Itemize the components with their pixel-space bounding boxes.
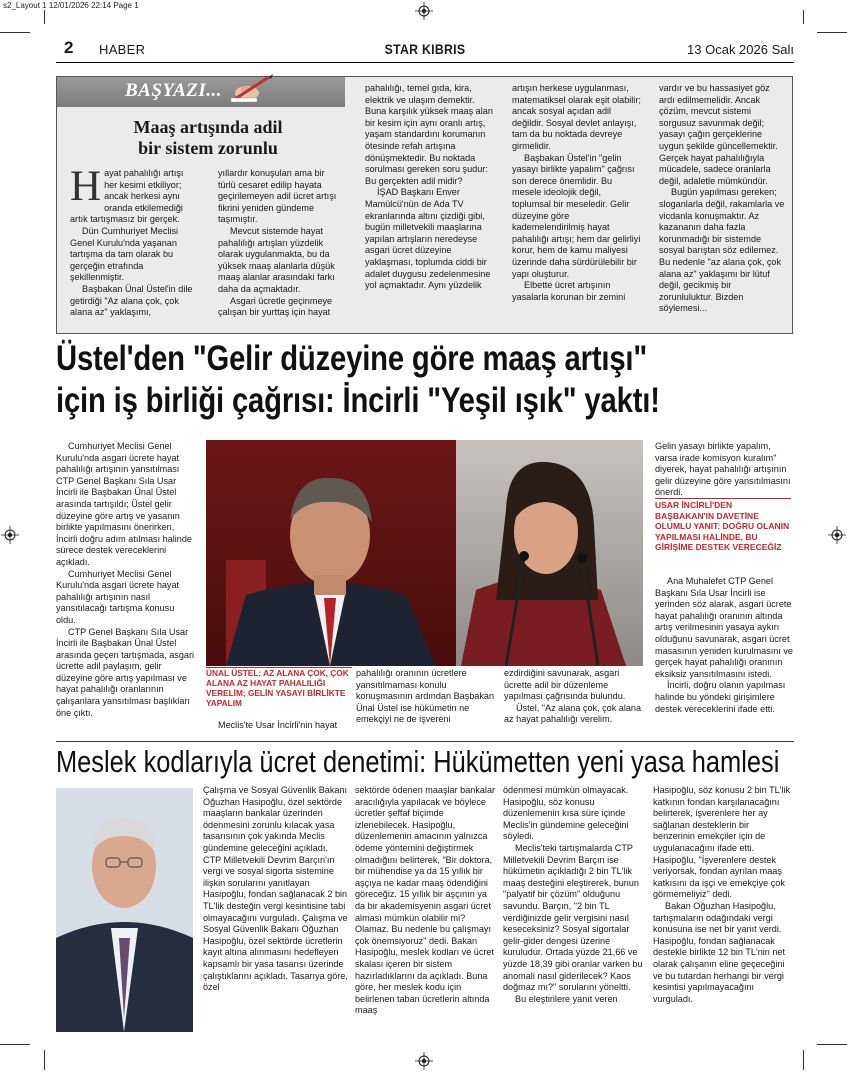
editorial-column-5 bbox=[659, 83, 787, 315]
paragraph: ayat pahalılığı artışı her kesimi etkiliyor; ancak herkesi aynı oranda etkilemediği artık tartışmasız bir gerçek. bbox=[70, 168, 184, 225]
paragraph: Başbakan Ünal Üstel'in dile getirdiği "Az alana çok, çok alana az" yaklaşımı, bbox=[70, 283, 193, 318]
paragraph: Asgari ücretle geçinmeye çalışan bir yurttaş için hayat bbox=[218, 295, 333, 318]
paragraph: Hasipoğlu, söz konusu 2 bin TL'lik katkının fondan karşılanacağını belirterek, işverenlere her ay sağlanan desteklerin bir benzerinin emekçiler için de uygulanacağını ifade etti. Hasipoğlu, "İşverenlere destek veriyorsak, fondan ayrılan maaş katkısını da işçi ve emekçiye çok görmemeliyiz" dedi. bbox=[653, 785, 791, 900]
paragraph: yıllardır konuşulan ama bir türlü cesaret edilip hayata geçirilemeyen adil ücret artışı fikrini yeniden gündeme taşımıştır. bbox=[218, 168, 337, 225]
registration-mark-bottom-icon bbox=[415, 1052, 433, 1070]
main-story-column-3 bbox=[356, 668, 498, 726]
story-subhead: USAR İNCİRLİ'DEN BAŞBAKAN'IN DAVETİNE OLUMLU YANIT: DOĞRU OLANIN YAPILMASI HALİNDE, BU GİRİŞİME DESTEK VERECEĞİZ bbox=[655, 500, 790, 552]
main-story-column-5-bottom bbox=[655, 576, 793, 715]
registration-mark-left-icon bbox=[1, 526, 19, 544]
crop-mark bbox=[44, 1050, 45, 1070]
paragraph: ödenmesi mümkün olmayacak. Hasipoğlu, söz konusu düzenlemenin kısa süre içinde Meclis'in gündemine geleceğini söyledi. bbox=[503, 785, 629, 842]
paragraph: İŞAD Başkanı Enver Mamülcü'nün de Ada TV ekranlarında altını çizdiği gibi, bugün milletvekili maaşlarına yapılan artışların neredeyse asgari ücret düzeyine yaklaşması, toplumda ciddi bir adalet duygusu zedelenmesine yol açmaktadır. Aynı yüzdelik bbox=[365, 187, 491, 291]
editorial-headline-line2: bir sistem zorunlu bbox=[138, 138, 278, 158]
paragraph: İncirli, doğru olanın yapılması halinde bu yöndeki girişimlere destek vereceklerini ifade etti. bbox=[655, 680, 786, 714]
paragraph: Dün Cumhuriyet Meclisi Genel Kurulu'nda yaşanan tartışma da tam olarak bu gerçeğin etrafında şekillenmiştir. bbox=[70, 225, 179, 283]
story-separator bbox=[56, 741, 794, 742]
paragraph: Bakan Oğuzhan Hasipoğlu, tartışmaların odağındaki vergi konusuna ise net bir yanıt verdi. Hasipoğlu, fondan sağlanacak destekle birlikte 12 bin TL'nin net olarak çalışanın eline geçeceğini ve bu tutardan herhangi bir vergi kesintisi yapılmayacağını vurguladı. bbox=[653, 900, 785, 1004]
crop-mark bbox=[803, 1050, 804, 1070]
main-headline-line1: Üstel'den "Gelir düzeyine göre maaş artışı" bbox=[56, 339, 648, 378]
paragraph: Cumhuriyet Meclisi Genel Kurulu'nda asgari ücrete hayat pahalılığı artışının yansıtılması CTP Genel Başkanı Sıla Usar İncirli ile Başbakan Ünal Üstel arasında tartışıldı; Üstel gelir düzeyine göre artış ve yasanın birlikte yapılmasını önerirken, İncirli doğru adım atılması halinde sürece destek vereceklerini açıkladı. bbox=[56, 441, 192, 567]
paragraph: Ana Muhalefet CTP Genel Başkanı Sıla Usar İncirli ise yerinden söz alarak, asgari ücrete hayat pahalılığı oranının altında artış verilmesinin yasaya aykırı olduğunu savunarak, asgari ücret masasının yeniden kurulmasını ve gerçek hayat pahalılığı oranının eksiksiz yansıtılmasını istedi. bbox=[655, 576, 793, 679]
paragraph: ezdirdiğini savunarak, asgari ücrette adil bir düzenleme yapılması çağrısında bulundu. bbox=[504, 668, 626, 702]
editorial-column-3 bbox=[365, 83, 495, 292]
politicians-photo bbox=[206, 440, 643, 666]
registration-mark-top-icon bbox=[415, 2, 433, 20]
newspaper-brand: STAR KIBRIS bbox=[384, 41, 466, 57]
paragraph: Bu eleştirilere yanıt veren bbox=[515, 993, 618, 1004]
main-story-column-2 bbox=[206, 720, 352, 732]
paragraph: Elbette ücret artışının yasalarla korunan bir zemini bbox=[512, 280, 626, 302]
paragraph: Cumhuriyet Meclisi Genel Kurulu'nda asgari ücrete hayat pahalılığı artışının nasıl yansıtılacağı tartışma konusu oldu. bbox=[56, 568, 180, 625]
editorial-box bbox=[56, 76, 793, 334]
main-story-column-5 bbox=[655, 441, 793, 499]
crop-mark bbox=[803, 10, 804, 24]
paragraph: pahalılığı, temel gıda, kira, elektrik ve ulaşım demektir. Buna karşılık yüksek maaş alan bir kesim için aynı oranlı artış, yaşam standardını korumanın ötesinde refah artışına dönüşmektedir. Bu noktada sorulması gereken soru şudur: Bu gerçekten adil midir? bbox=[365, 83, 493, 186]
editorial-column-2 bbox=[218, 168, 344, 319]
second-headline: Meslek kodlarıyla ücret denetimi: Hükümetten yeni yasa hamlesi bbox=[56, 744, 780, 779]
crop-mark bbox=[817, 1044, 847, 1045]
photo-caption: ÜNAL ÜSTEL: AZ ALANA ÇOK, ÇOK ALANA AZ HAYAT PAHALILIĞI VERELİM; GELİN YASAYI BİRLİKTE YAPALIM bbox=[206, 668, 349, 708]
paragraph: pahalılığı oranının ücretlere yansıtılmaması konulu konuşmasının ardından Başbakan Ünal Üstel ise hükümetin ne emekçiyi ne de işvereni bbox=[356, 668, 495, 725]
paragraph: CTP Genel Başkanı Sıla Usar İncirli ile Başbakan Ünal Üstel arasında geçen tartışmada, asgari ücrette adil paylaşım, gelir düzeyine göre artış yapılması ve hayat pahalılığı oranlarının çalışanlara yansıtılması başlıkları öne çıktı. bbox=[56, 626, 195, 718]
minister-photo-image bbox=[56, 788, 193, 1032]
drop-cap: H bbox=[70, 163, 102, 210]
subhead-rule bbox=[655, 498, 791, 499]
page-number: 2 bbox=[64, 38, 74, 57]
second-story-column-1 bbox=[203, 785, 348, 994]
paragraph: artışın herkese uygulanması, matematiksel olarak eşit olabilir; ancak sosyal açıdan adil değildir. Sosyal devlet anlayışı, tam da bu noktada devreye girmelidir. bbox=[512, 83, 641, 151]
editorial-headline-line1: Maaş artışında adil bbox=[133, 117, 283, 137]
crop-mark bbox=[44, 10, 45, 24]
politicians-photo-image bbox=[206, 440, 643, 666]
second-story-column-2 bbox=[355, 785, 497, 1017]
paragraph: Meclis'te Usar İncirli'nin hayat bbox=[218, 720, 338, 730]
editorial-column-1 bbox=[70, 163, 197, 319]
crop-mark bbox=[0, 32, 30, 33]
editorial-headline bbox=[71, 117, 345, 159]
paragraph: Mevcut sistemde hayat pahalılığı artışları yüzdelik olarak uygulanmakta, bu da yüksek maaş alanlarla düşük maaş alanlar arasındaki farkı daha da açmaktadır. bbox=[218, 225, 335, 294]
second-story-column-3 bbox=[503, 785, 643, 1005]
paragraph: vardır ve bu hassasiyet göz ardı edilmemelidir. Ancak çözüm, mevcut sistemi sorgusuz savunmak değil; yasayı çağın gerçeklerine uygun şekilde güncellemektir. Gerçek hayat pahalılığıyla mücadele, sadece oranlarla değil, adaletle mümkündür. bbox=[659, 83, 778, 186]
paragraph: sektörde ödenen maaşlar bankalar aracılığıyla yapılacak ve böylece ücretler şeffaf biçimde izlenebilecek. Hasipoğlu, düzenlemenin amacının yalnızca ödeme yöntemini değiştirmek olmadığını belirterek, "Bir doktora, bir mühendise ya da 15 yıllık bir aşçıya ne kadar maaş ödendiğini göreceğiz. 15 yıllık bir aşçının ya da bir akademisyenin asgari ücret alması mümkün olabilir mi? Olamaz. Bu nedenle bu çalışmayı çok önemsiyoruz" dedi. Bakan Hasipoğlu, meslek kodları ve ücret skalası içeren bir sistem hazırladıklarını da açıkladı. Buna göre, her meslek kodu için belirlenen taban ücretlerin altında maaş bbox=[355, 785, 496, 1016]
paragraph: Üstel, "Az alana çok, çok alana az hayat pahalılığı verelim. bbox=[504, 702, 642, 725]
writing-hand-pen-icon bbox=[227, 71, 275, 105]
editorial-banner bbox=[57, 77, 345, 107]
main-story-column-4 bbox=[504, 668, 644, 726]
paragraph: Çalışma ve Sosyal Güvenlik Bakanı Oğuzhan Hasipoğlu, özel sektörde maaşların bankalar üzerinden ödenmesini zorunlu kılacak yasa tasarısının çok yakında Meclis gündemine geleceğini açıkladı. CTP Milletvekili Devrim Barçın'ın vergi ve sosyal sigorta sistemine ilişkin sorularını yanıtlayan Hasipoğlu, fondan sağlanacak 2 bin TL'lik desteğin vergi kesintisine tabi olmayacağını vurguladı. Çalışma ve Sosyal Güvenlik Bakanı Oğuzhan Hasipoğlu, özel sektörde ücretlerin kayıt altına alınmasını hedefleyen kapsamlı bir yasa tasarısı üzerinde çalıştıklarını açıkladı. Tasarıya göre, özel bbox=[203, 785, 348, 993]
crop-mark bbox=[0, 1044, 30, 1045]
minister-photo bbox=[56, 788, 193, 1032]
main-headline-line2: için iş birliği çağrısı: İncirli "Yeşil ışık" yaktı! bbox=[56, 381, 660, 420]
issue-date: 13 Ocak 2026 Salı bbox=[687, 42, 794, 57]
page-header bbox=[56, 38, 794, 60]
section-label: HABER bbox=[99, 42, 146, 57]
paragraph: Gelin yasayı birlikte yapalım, varsa irade komisyon kuralım" diyerek, hayat pahalılığı artışının gelir düzeyine göre yansıtılmasını önerdi. bbox=[655, 441, 791, 498]
editorial-column-4 bbox=[512, 83, 642, 303]
print-slug: s2_Layout 1 12/01/2026 22:14 Page 1 bbox=[3, 1, 139, 10]
crop-mark bbox=[817, 32, 847, 33]
header-rule bbox=[56, 62, 794, 63]
paragraph: Başbakan Üstel'in "gelin yasayı birlikte yapalım" çağrısı son derece önemlidir. Bu mesele ideolojik değil, toplumsal bir meseledir. Gelir düzeyine göre kademelendirilmiş hayat pahalılığı artışı; hem dar gelirliyi korur, hem de kamu maliyesi üzerinde daha sürdürülebilir bir yapı oluşturur. bbox=[512, 152, 641, 279]
paragraph: Meclis'teki tartışmalarda CTP Milletvekili Devrim Barçın ise hükümetin açıkladığı 2 bin TL'lik maaş desteğini eleştirerek, bunun "palyatif bir çözüm" olduğunu savundu. Barçın, "2 bin TL verdiğinizde gelir vergisini nasıl keseceksiniz? Sosyal sigortalar gelir-gider dengesi üzerine kuruludur. Ortada yüzde 21,66 ve yüzde 18,39 gibi oranlar varken bu anomali nasıl giderilecek? Kaos doğmaz mı?" sorularını yöneltti. bbox=[503, 842, 643, 993]
registration-mark-right-icon bbox=[828, 526, 846, 544]
editorial-banner-label: BAŞYAZI... bbox=[125, 80, 223, 101]
main-headline bbox=[56, 338, 674, 422]
second-story-column-4 bbox=[653, 785, 793, 1005]
main-story-column-1 bbox=[56, 441, 196, 719]
paragraph: Bugün yapılması gereken; sloganlarla değil, rakamlarla ve vicdanla konuşmaktır. Az kazananın daha fazla korunmadığı bir sistemde sosyal barıştan söz edilemez. Bu nedenle "az alana çok, çok alana az" yaklaşımı bir lütuf değil, gecikmiş bir zorunluluktur. Bizden söylemesi... bbox=[659, 187, 785, 314]
